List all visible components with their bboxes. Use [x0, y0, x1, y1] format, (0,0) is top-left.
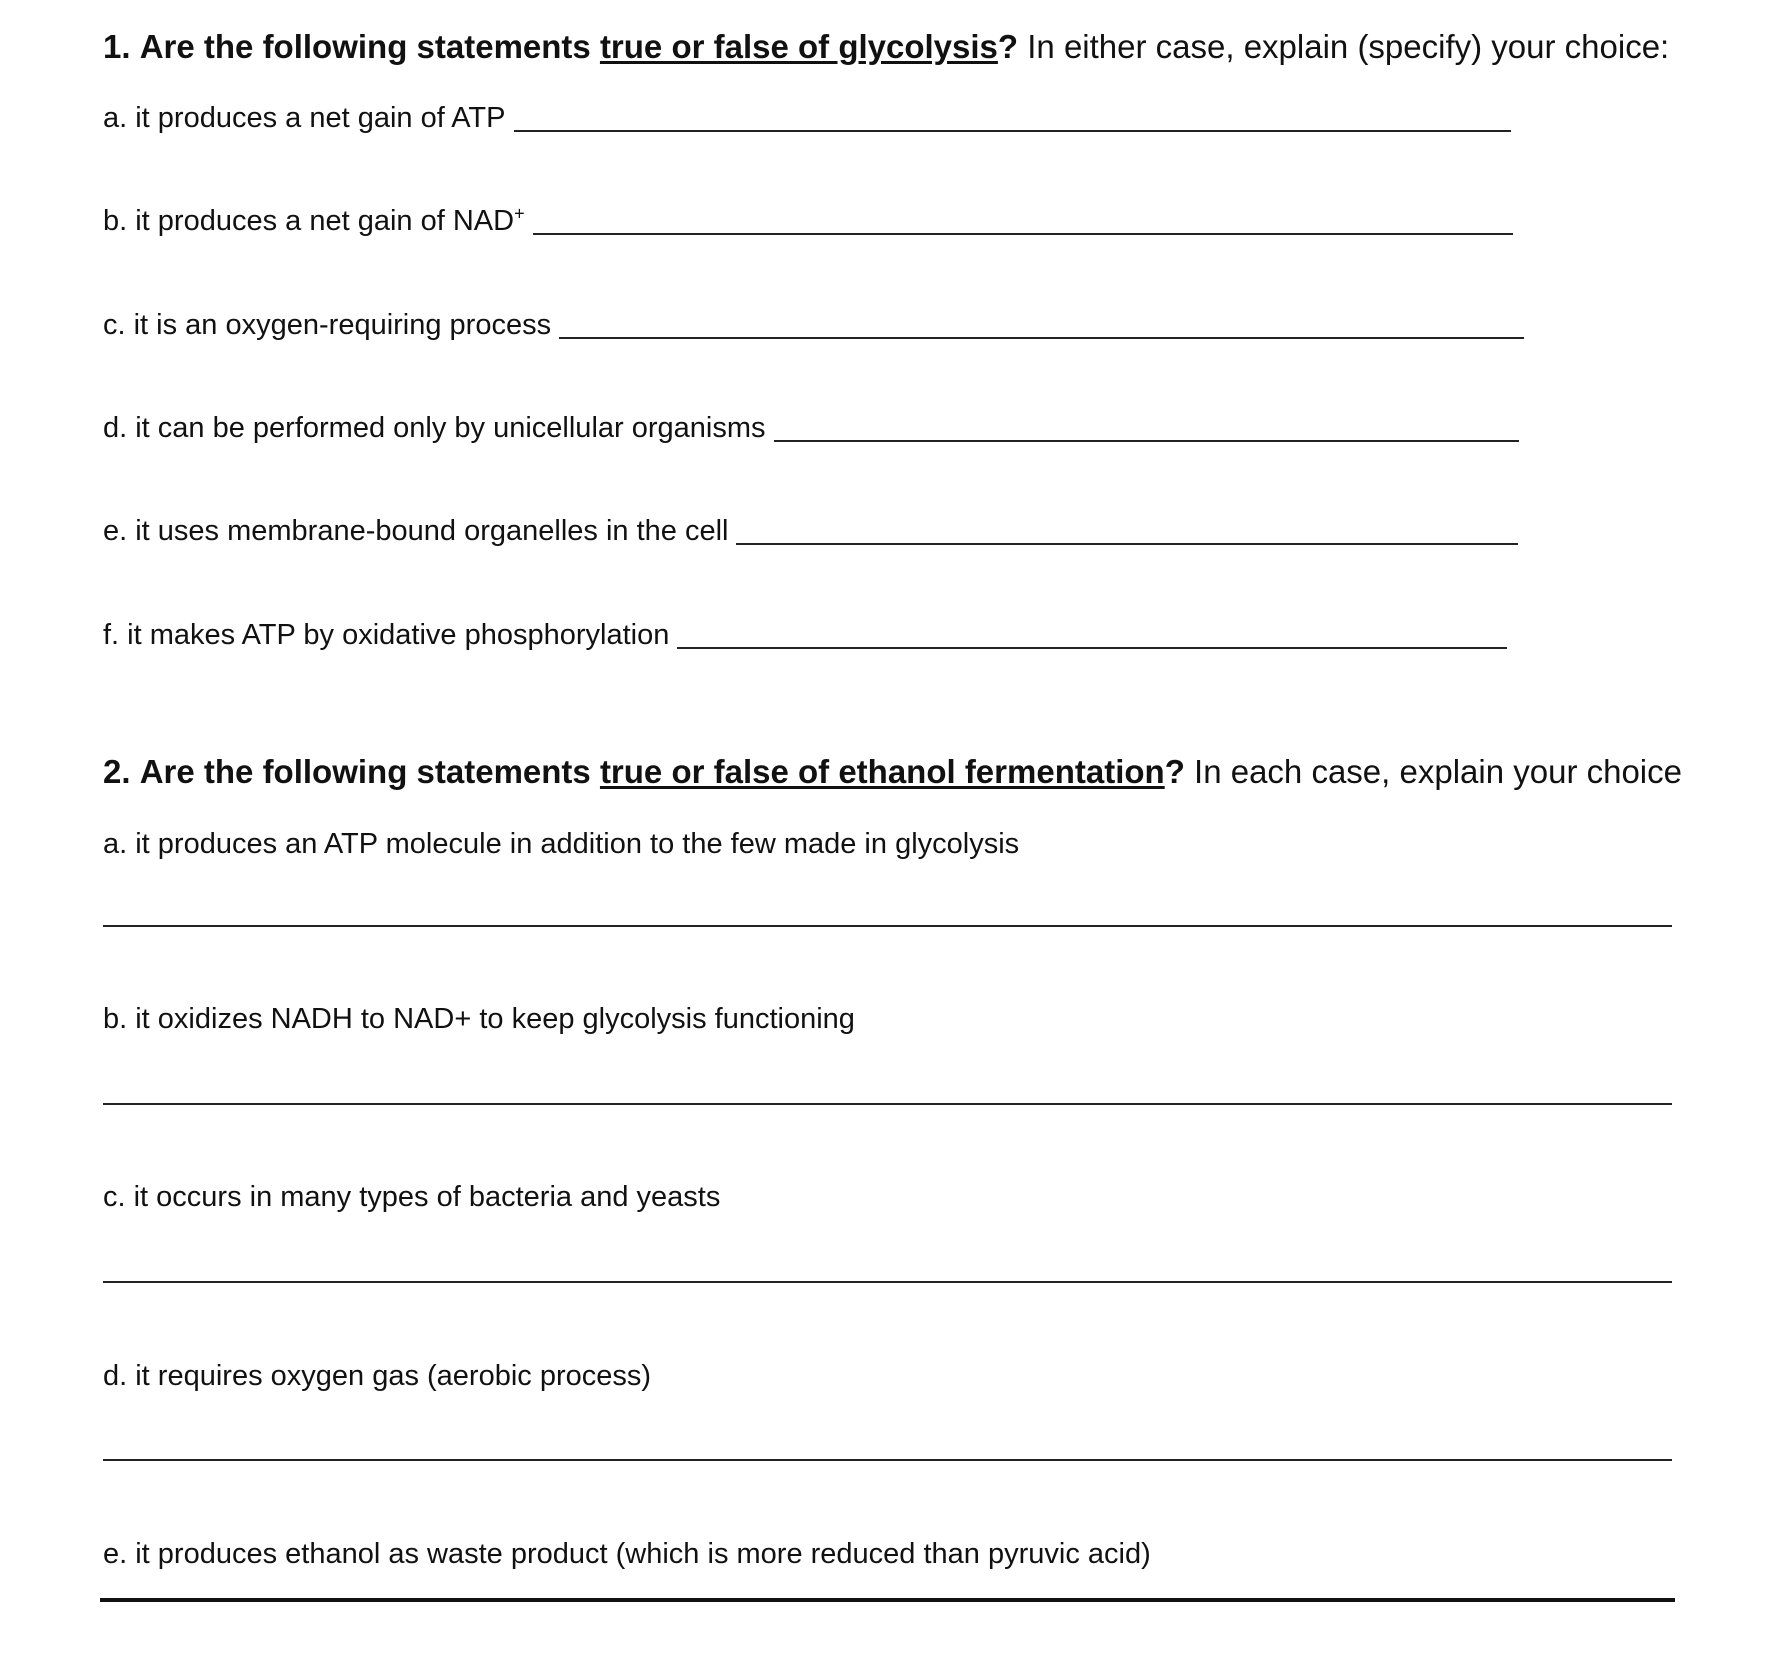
question-1-item-e: [103, 509, 1518, 549]
answer-blank[interactable]: [533, 233, 1513, 235]
answer-blank[interactable]: [514, 130, 1511, 132]
item-label: b. it produces a net gain of NAD+: [103, 203, 525, 237]
answer-line[interactable]: [103, 1281, 1672, 1283]
answer-blank[interactable]: [559, 337, 1524, 339]
question-2-topic: true or false of ethanol fermentation: [599, 753, 1165, 790]
question-1-topic: true or false of glycolysis: [599, 28, 998, 65]
item-label: e. it uses membrane-bound organelles in the cell: [103, 515, 729, 547]
question-2-item-c: [103, 1175, 720, 1215]
question-2-item-d: [103, 1354, 651, 1394]
question-1-item-d: [103, 406, 1519, 446]
item-label: c. it occurs in many types of bacteria and yeasts: [103, 1181, 721, 1213]
answer-line[interactable]: [103, 1103, 1672, 1105]
answer-line[interactable]: [103, 925, 1672, 927]
question-1-bold-lead: Are the following statements: [139, 28, 591, 65]
question-1-question-mark: ?: [997, 28, 1019, 65]
question-2-bold-lead: Are the following statements: [139, 753, 591, 790]
question-2-heading: [103, 752, 1682, 792]
item-label: e. it produces ethanol as waste product (which is more reduced than pyruvic acid): [103, 1538, 1151, 1570]
question-1-item-b: [103, 199, 1513, 239]
question-1-number: 1.: [103, 28, 131, 65]
superscript-plus: +: [514, 203, 525, 224]
item-label: a. it produces an ATP molecule in addition to the few made in glycolysis: [103, 828, 1020, 860]
question-1-item-c: [103, 303, 1524, 343]
question-2-instruction: In each case, explain your choice: [1194, 753, 1682, 790]
item-label: b. it oxidizes NADH to NAD+ to keep glycolysis functioning: [103, 1003, 855, 1035]
question-2-item-b: [103, 997, 855, 1037]
item-label: d. it can be performed only by unicellular organisms: [103, 412, 766, 444]
question-1-instruction: In either case, explain (specify) your choice:: [1027, 28, 1670, 65]
question-2-item-a: [103, 822, 1019, 862]
question-2-question-mark: ?: [1164, 753, 1185, 790]
answer-blank[interactable]: [736, 543, 1518, 545]
question-2-item-e: [103, 1532, 1151, 1572]
item-label: f. it makes ATP by oxidative phosphorylation: [103, 619, 670, 651]
answer-blank[interactable]: [774, 440, 1519, 442]
question-1-heading: [103, 27, 1669, 67]
answer-blank[interactable]: [677, 647, 1507, 649]
item-label: c. it is an oxygen-requiring process: [103, 309, 552, 341]
item-label: a. it produces a net gain of ATP: [103, 102, 506, 134]
question-1-item-a: [103, 96, 1511, 136]
item-label: d. it requires oxygen gas (aerobic process): [103, 1360, 652, 1392]
answer-line[interactable]: [103, 1459, 1672, 1461]
answer-line[interactable]: [100, 1598, 1675, 1602]
question-2-number: 2.: [103, 753, 131, 790]
question-1-item-f: [103, 613, 1507, 653]
